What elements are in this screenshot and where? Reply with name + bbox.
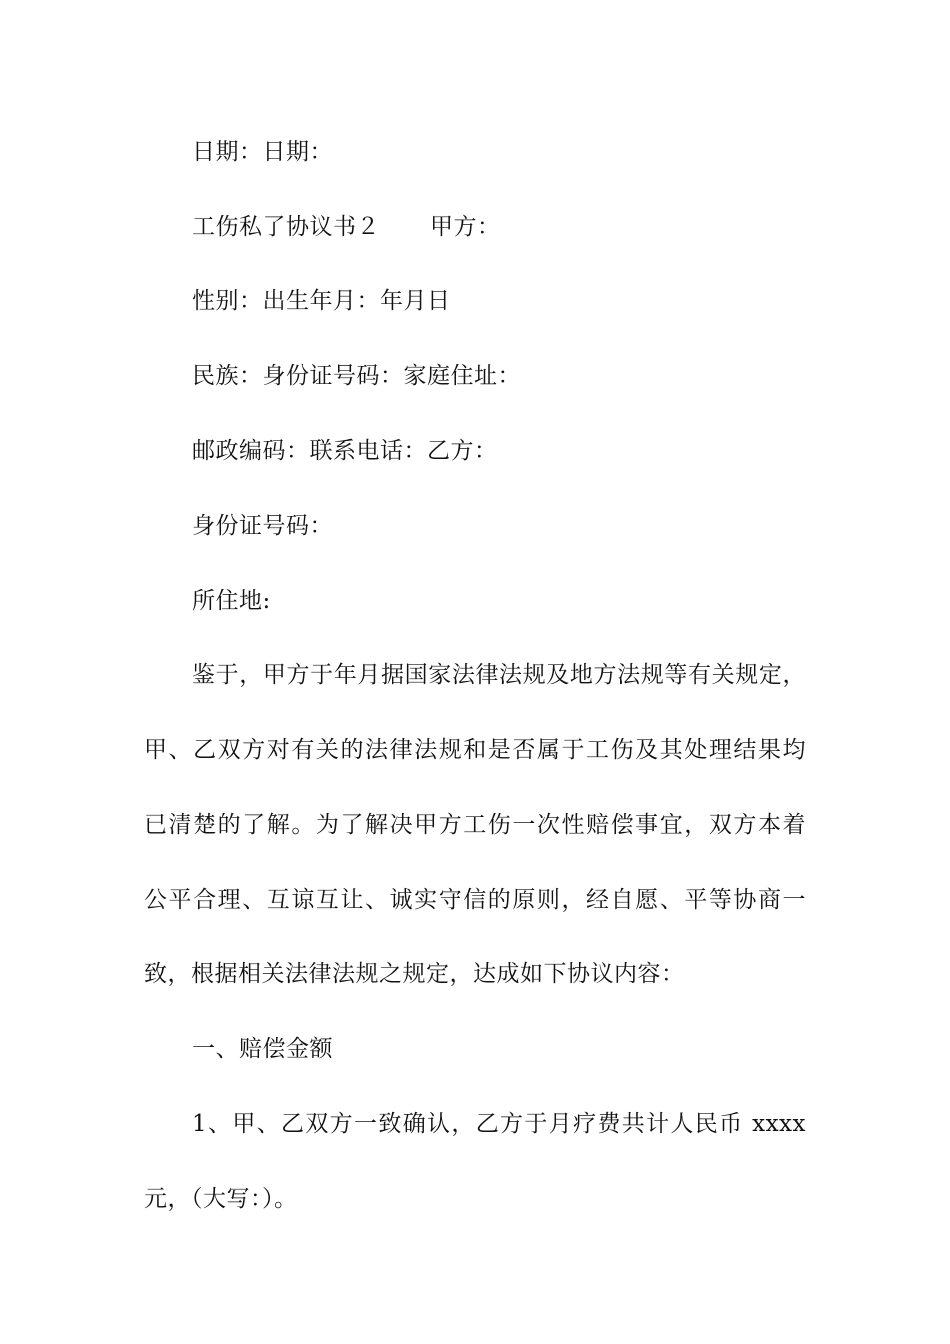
id-number-line: 身份证号码： [192,513,333,539]
residence-line: 所住地: [192,588,271,614]
item-1-line-1: 1、甲、乙双方一致确认，乙方于月疗费共计人民币 xxxx [192,1111,806,1137]
party-a-label: 甲方： [430,214,501,240]
paragraph-line-1: 鉴于，甲方于年月据国家法律法规及地方法规等有关规定， [192,662,806,688]
paragraph-line-4: 公平合理、互谅互让、诚实守信的原则，经自愿、平等协商一 [144,887,806,913]
ethnic-id-address-line: 民族：身份证号码：家庭住址： [192,363,521,389]
paragraph-line-5: 致，根据相关法律法规之规定，达成如下协议内容： [144,961,685,987]
document-title: 工伤私了协议书２ [192,214,380,240]
item-1-line-2: 元，（大写：）。 [144,1186,298,1212]
gender-birth-line: 性别：出生年月：年月日 [192,288,451,314]
section-heading-compensation: 一、赔偿金额 [192,1036,333,1062]
title-line [192,212,501,242]
postal-phone-party-b-line: 邮政编码：联系电话：乙方： [192,438,498,464]
date-line: 日期：日期： [192,139,333,165]
paragraph-line-2: 甲、乙双方对有关的法律法规和是否属于工伤及其处理结果均 [144,737,806,763]
paragraph-line-3: 已清楚的了解。为了解决甲方工伤一次性赔偿事宜，双方本着 [144,812,806,838]
